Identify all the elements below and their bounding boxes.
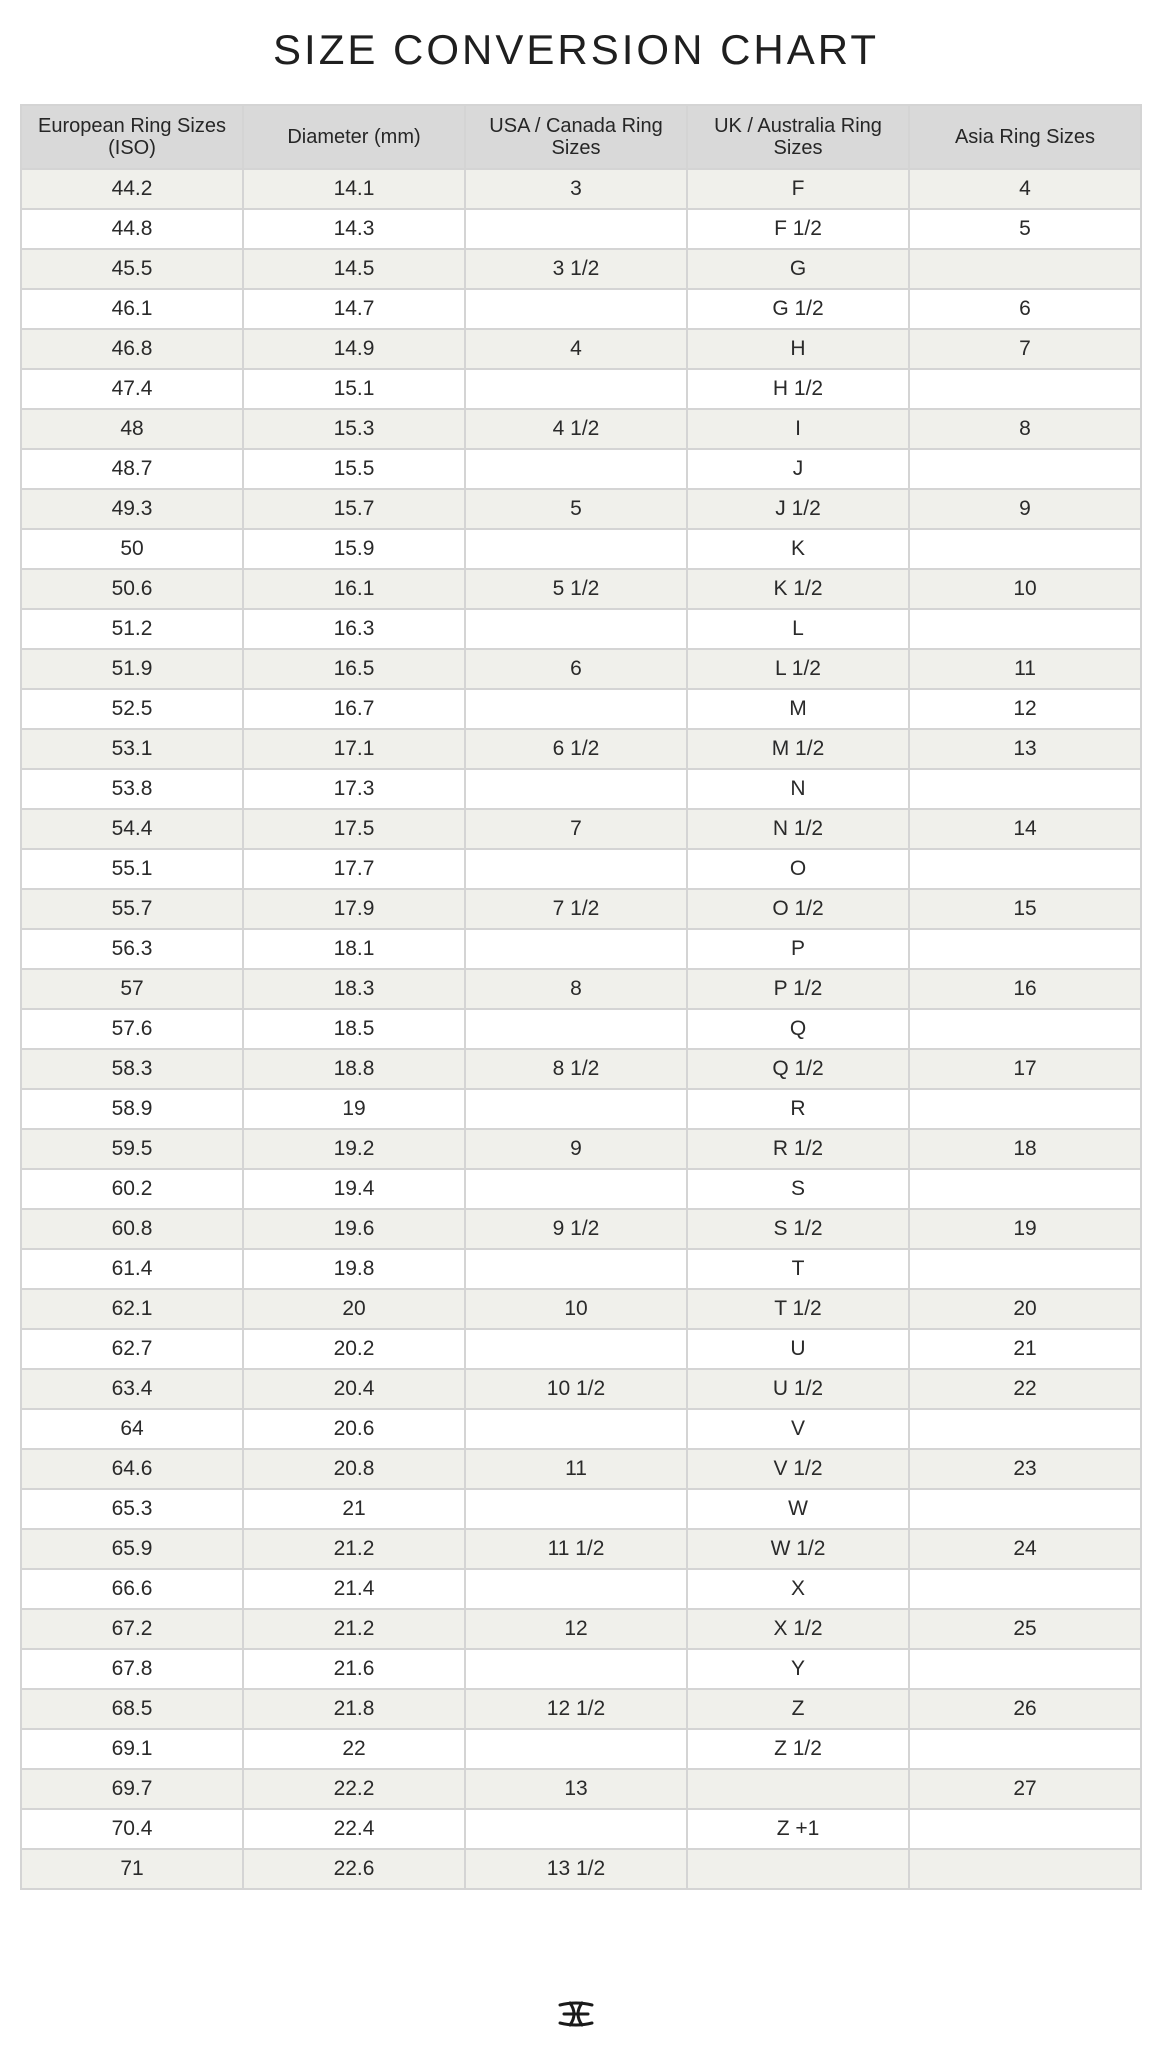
cell-european: 44.8: [21, 209, 243, 249]
cell-european: 66.6: [21, 1569, 243, 1609]
table-row: [21, 1129, 1141, 1169]
cell-european: 62.1: [21, 1289, 243, 1329]
table-row: [21, 1249, 1141, 1289]
table-row: [21, 609, 1141, 649]
table-row: [21, 1089, 1141, 1129]
cell-european: 69.1: [21, 1729, 243, 1769]
cell-asia: [909, 449, 1141, 489]
cell-diameter: 21.4: [243, 1569, 465, 1609]
cell-asia: 21: [909, 1329, 1141, 1369]
cell-asia: 12: [909, 689, 1141, 729]
cell-usa-canada: 13: [465, 1769, 687, 1809]
cell-usa-canada: 8: [465, 969, 687, 1009]
cell-uk-australia: Q 1/2: [687, 1049, 909, 1089]
cell-european: 61.4: [21, 1249, 243, 1289]
cell-uk-australia: T: [687, 1249, 909, 1289]
cell-diameter: 17.9: [243, 889, 465, 929]
cell-uk-australia: G 1/2: [687, 289, 909, 329]
cell-european: 57.6: [21, 1009, 243, 1049]
cell-usa-canada: 12: [465, 1609, 687, 1649]
cell-european: 62.7: [21, 1329, 243, 1369]
cell-diameter: 14.7: [243, 289, 465, 329]
cell-usa-canada: [465, 1169, 687, 1209]
cell-asia: 17: [909, 1049, 1141, 1089]
cell-asia: 15: [909, 889, 1141, 929]
cell-diameter: 17.5: [243, 809, 465, 849]
cell-asia: [909, 1169, 1141, 1209]
table-row: [21, 969, 1141, 1009]
cell-diameter: 16.7: [243, 689, 465, 729]
cell-asia: 8: [909, 409, 1141, 449]
cell-diameter: 17.3: [243, 769, 465, 809]
cell-european: 50: [21, 529, 243, 569]
cell-diameter: 21: [243, 1489, 465, 1529]
cell-uk-australia: I: [687, 409, 909, 449]
cell-diameter: 18.5: [243, 1009, 465, 1049]
cell-european: 71: [21, 1849, 243, 1889]
cell-uk-australia: U 1/2: [687, 1369, 909, 1409]
table-header-row: [21, 105, 1141, 169]
cell-diameter: 15.9: [243, 529, 465, 569]
cell-usa-canada: [465, 1809, 687, 1849]
cell-european: 49.3: [21, 489, 243, 529]
cell-asia: [909, 609, 1141, 649]
cell-european: 52.5: [21, 689, 243, 729]
cell-european: 53.8: [21, 769, 243, 809]
cell-uk-australia: G: [687, 249, 909, 289]
cell-uk-australia: Z 1/2: [687, 1729, 909, 1769]
column-header-usa-canada: USA / Canada Ring Sizes: [465, 105, 687, 169]
cell-usa-canada: 6: [465, 649, 687, 689]
cell-usa-canada: [465, 1409, 687, 1449]
cell-uk-australia: V 1/2: [687, 1449, 909, 1489]
cell-asia: [909, 249, 1141, 289]
cell-uk-australia: O: [687, 849, 909, 889]
cell-european: 65.3: [21, 1489, 243, 1529]
cell-diameter: 21.2: [243, 1529, 465, 1569]
cell-uk-australia: K 1/2: [687, 569, 909, 609]
cell-diameter: 22.2: [243, 1769, 465, 1809]
cell-usa-canada: 4 1/2: [465, 409, 687, 449]
cell-diameter: 14.9: [243, 329, 465, 369]
cell-european: 48.7: [21, 449, 243, 489]
cell-diameter: 22: [243, 1729, 465, 1769]
table-row: [21, 1009, 1141, 1049]
table-row: [21, 569, 1141, 609]
cell-usa-canada: [465, 1329, 687, 1369]
cell-uk-australia: H 1/2: [687, 369, 909, 409]
table-row: [21, 889, 1141, 929]
cell-european: 64: [21, 1409, 243, 1449]
cell-diameter: 18.1: [243, 929, 465, 969]
table-row: [21, 1289, 1141, 1329]
cell-usa-canada: 7: [465, 809, 687, 849]
cell-uk-australia: P: [687, 929, 909, 969]
cell-european: 50.6: [21, 569, 243, 609]
cell-usa-canada: [465, 1729, 687, 1769]
cell-diameter: 21.6: [243, 1649, 465, 1689]
cell-usa-canada: [465, 689, 687, 729]
cell-european: 63.4: [21, 1369, 243, 1409]
cell-european: 60.8: [21, 1209, 243, 1249]
cell-asia: 27: [909, 1769, 1141, 1809]
cell-asia: [909, 1849, 1141, 1889]
table-row: [21, 1169, 1141, 1209]
cell-diameter: 20: [243, 1289, 465, 1329]
cell-asia: 10: [909, 569, 1141, 609]
cell-usa-canada: [465, 609, 687, 649]
table-row: [21, 689, 1141, 729]
cell-asia: [909, 529, 1141, 569]
cell-european: 56.3: [21, 929, 243, 969]
cell-usa-canada: 3: [465, 169, 687, 209]
cell-uk-australia: J 1/2: [687, 489, 909, 529]
cell-european: 69.7: [21, 1769, 243, 1809]
table-row: [21, 169, 1141, 209]
cell-uk-australia: U: [687, 1329, 909, 1369]
cell-diameter: 15.5: [243, 449, 465, 489]
cell-asia: 26: [909, 1689, 1141, 1729]
table-row: [21, 1449, 1141, 1489]
column-header-diameter: Diameter (mm): [243, 105, 465, 169]
cell-diameter: 16.5: [243, 649, 465, 689]
table-row: [21, 849, 1141, 889]
cell-asia: [909, 929, 1141, 969]
cell-uk-australia: K: [687, 529, 909, 569]
cell-diameter: 18.8: [243, 1049, 465, 1089]
cell-asia: 25: [909, 1609, 1141, 1649]
cell-asia: 20: [909, 1289, 1141, 1329]
cell-diameter: 22.6: [243, 1849, 465, 1889]
cell-diameter: 21.8: [243, 1689, 465, 1729]
cell-diameter: 19: [243, 1089, 465, 1129]
table-row: [21, 1329, 1141, 1369]
cell-diameter: 15.3: [243, 409, 465, 449]
cell-asia: [909, 1009, 1141, 1049]
size-conversion-table: [20, 104, 1142, 1890]
cell-usa-canada: [465, 1649, 687, 1689]
table-row: [21, 529, 1141, 569]
cell-asia: 14: [909, 809, 1141, 849]
cell-diameter: 14.3: [243, 209, 465, 249]
cell-usa-canada: 9 1/2: [465, 1209, 687, 1249]
cell-usa-canada: [465, 1089, 687, 1129]
table-row: [21, 1809, 1141, 1849]
cell-european: 55.7: [21, 889, 243, 929]
cell-uk-australia: W: [687, 1489, 909, 1529]
cell-diameter: 19.6: [243, 1209, 465, 1249]
table-row: [21, 1569, 1141, 1609]
cell-usa-canada: [465, 849, 687, 889]
cell-asia: [909, 1729, 1141, 1769]
cell-uk-australia: L: [687, 609, 909, 649]
cell-uk-australia: N 1/2: [687, 809, 909, 849]
cell-usa-canada: [465, 289, 687, 329]
cell-asia: 19: [909, 1209, 1141, 1249]
cell-uk-australia: X: [687, 1569, 909, 1609]
cell-asia: 13: [909, 729, 1141, 769]
cell-usa-canada: [465, 529, 687, 569]
cell-usa-canada: 10 1/2: [465, 1369, 687, 1409]
cell-usa-canada: 11 1/2: [465, 1529, 687, 1569]
table-row: [21, 1729, 1141, 1769]
cell-european: 58.3: [21, 1049, 243, 1089]
cell-diameter: 16.3: [243, 609, 465, 649]
cell-usa-canada: 9: [465, 1129, 687, 1169]
table-row: [21, 249, 1141, 289]
cell-european: 47.4: [21, 369, 243, 409]
cell-usa-canada: [465, 1249, 687, 1289]
cell-uk-australia: R: [687, 1089, 909, 1129]
cell-uk-australia: P 1/2: [687, 969, 909, 1009]
table-row: [21, 649, 1141, 689]
table-row: [21, 1369, 1141, 1409]
cell-asia: 24: [909, 1529, 1141, 1569]
cell-diameter: 14.5: [243, 249, 465, 289]
cell-usa-canada: 12 1/2: [465, 1689, 687, 1729]
cell-uk-australia: F 1/2: [687, 209, 909, 249]
cell-european: 64.6: [21, 1449, 243, 1489]
cell-uk-australia: Y: [687, 1649, 909, 1689]
cell-diameter: 20.2: [243, 1329, 465, 1369]
cell-diameter: 17.1: [243, 729, 465, 769]
table-row: [21, 1609, 1141, 1649]
table-row: [21, 1849, 1141, 1889]
cell-usa-canada: 13 1/2: [465, 1849, 687, 1889]
brand-monogram-icon: [554, 2000, 598, 2028]
page-title: SIZE CONVERSION CHART: [273, 26, 879, 73]
cell-diameter: 19.4: [243, 1169, 465, 1209]
cell-usa-canada: 10: [465, 1289, 687, 1329]
cell-usa-canada: [465, 209, 687, 249]
cell-asia: 4: [909, 169, 1141, 209]
cell-uk-australia: L 1/2: [687, 649, 909, 689]
cell-european: 67.2: [21, 1609, 243, 1649]
table-row: [21, 1689, 1141, 1729]
cell-uk-australia: S 1/2: [687, 1209, 909, 1249]
cell-european: 45.5: [21, 249, 243, 289]
cell-diameter: 20.4: [243, 1369, 465, 1409]
cell-uk-australia: W 1/2: [687, 1529, 909, 1569]
cell-asia: 9: [909, 489, 1141, 529]
cell-usa-canada: 5 1/2: [465, 569, 687, 609]
cell-european: 44.2: [21, 169, 243, 209]
cell-diameter: 15.7: [243, 489, 465, 529]
cell-usa-canada: [465, 449, 687, 489]
cell-usa-canada: 4: [465, 329, 687, 369]
cell-asia: 7: [909, 329, 1141, 369]
cell-usa-canada: [465, 929, 687, 969]
cell-uk-australia: O 1/2: [687, 889, 909, 929]
table-row: [21, 1489, 1141, 1529]
cell-uk-australia: M 1/2: [687, 729, 909, 769]
cell-diameter: 16.1: [243, 569, 465, 609]
cell-asia: [909, 1249, 1141, 1289]
cell-usa-canada: [465, 369, 687, 409]
cell-asia: [909, 369, 1141, 409]
table-row: [21, 729, 1141, 769]
cell-diameter: 19.2: [243, 1129, 465, 1169]
cell-uk-australia: [687, 1849, 909, 1889]
cell-european: 68.5: [21, 1689, 243, 1729]
table-row: [21, 1209, 1141, 1249]
cell-european: 51.9: [21, 649, 243, 689]
cell-european: 70.4: [21, 1809, 243, 1849]
cell-asia: [909, 1409, 1141, 1449]
cell-uk-australia: [687, 1769, 909, 1809]
cell-uk-australia: Z: [687, 1689, 909, 1729]
table-row: [21, 1049, 1141, 1089]
cell-usa-canada: [465, 1569, 687, 1609]
cell-diameter: 20.6: [243, 1409, 465, 1449]
cell-uk-australia: M: [687, 689, 909, 729]
cell-uk-australia: X 1/2: [687, 1609, 909, 1649]
cell-diameter: 20.8: [243, 1449, 465, 1489]
cell-usa-canada: [465, 769, 687, 809]
cell-asia: [909, 1569, 1141, 1609]
cell-european: 51.2: [21, 609, 243, 649]
table-row: [21, 369, 1141, 409]
cell-diameter: 21.2: [243, 1609, 465, 1649]
cell-uk-australia: Q: [687, 1009, 909, 1049]
table-row: [21, 409, 1141, 449]
cell-european: 59.5: [21, 1129, 243, 1169]
cell-asia: [909, 1089, 1141, 1129]
cell-usa-canada: 5: [465, 489, 687, 529]
cell-asia: 22: [909, 1369, 1141, 1409]
table-row: [21, 289, 1141, 329]
cell-asia: 11: [909, 649, 1141, 689]
cell-uk-australia: J: [687, 449, 909, 489]
table-row: [21, 1769, 1141, 1809]
cell-uk-australia: F: [687, 169, 909, 209]
cell-usa-canada: 3 1/2: [465, 249, 687, 289]
column-header-european: European Ring Sizes (ISO): [21, 105, 243, 169]
cell-asia: 5: [909, 209, 1141, 249]
cell-diameter: 14.1: [243, 169, 465, 209]
cell-diameter: 19.8: [243, 1249, 465, 1289]
cell-uk-australia: V: [687, 1409, 909, 1449]
table-row: [21, 209, 1141, 249]
cell-asia: 18: [909, 1129, 1141, 1169]
table-body: [21, 169, 1141, 1889]
column-header-uk-australia: UK / Australia Ring Sizes: [687, 105, 909, 169]
cell-european: 60.2: [21, 1169, 243, 1209]
cell-diameter: 17.7: [243, 849, 465, 889]
cell-uk-australia: T 1/2: [687, 1289, 909, 1329]
cell-usa-canada: [465, 1009, 687, 1049]
cell-asia: 16: [909, 969, 1141, 1009]
cell-european: 55.1: [21, 849, 243, 889]
cell-european: 48: [21, 409, 243, 449]
cell-diameter: 18.3: [243, 969, 465, 1009]
cell-european: 67.8: [21, 1649, 243, 1689]
cell-asia: [909, 1649, 1141, 1689]
cell-uk-australia: Z +1: [687, 1809, 909, 1849]
cell-diameter: 15.1: [243, 369, 465, 409]
cell-usa-canada: 8 1/2: [465, 1049, 687, 1089]
cell-uk-australia: S: [687, 1169, 909, 1209]
cell-european: 57: [21, 969, 243, 1009]
table-row: [21, 1649, 1141, 1689]
cell-usa-canada: 6 1/2: [465, 729, 687, 769]
column-header-asia: Asia Ring Sizes: [909, 105, 1141, 169]
cell-asia: 6: [909, 289, 1141, 329]
cell-asia: [909, 1489, 1141, 1529]
cell-uk-australia: N: [687, 769, 909, 809]
cell-uk-australia: H: [687, 329, 909, 369]
cell-european: 54.4: [21, 809, 243, 849]
cell-asia: [909, 1809, 1141, 1849]
table-row: [21, 809, 1141, 849]
cell-european: 46.8: [21, 329, 243, 369]
cell-european: 53.1: [21, 729, 243, 769]
cell-usa-canada: [465, 1489, 687, 1529]
table-row: [21, 449, 1141, 489]
cell-european: 46.1: [21, 289, 243, 329]
table-row: [21, 929, 1141, 969]
cell-asia: [909, 769, 1141, 809]
table-row: [21, 489, 1141, 529]
cell-european: 65.9: [21, 1529, 243, 1569]
cell-diameter: 22.4: [243, 1809, 465, 1849]
table-row: [21, 769, 1141, 809]
cell-usa-canada: 11: [465, 1449, 687, 1489]
cell-european: 58.9: [21, 1089, 243, 1129]
cell-usa-canada: 7 1/2: [465, 889, 687, 929]
cell-uk-australia: R 1/2: [687, 1129, 909, 1169]
table-row: [21, 329, 1141, 369]
table-row: [21, 1529, 1141, 1569]
cell-asia: [909, 849, 1141, 889]
cell-asia: 23: [909, 1449, 1141, 1489]
table-row: [21, 1409, 1141, 1449]
